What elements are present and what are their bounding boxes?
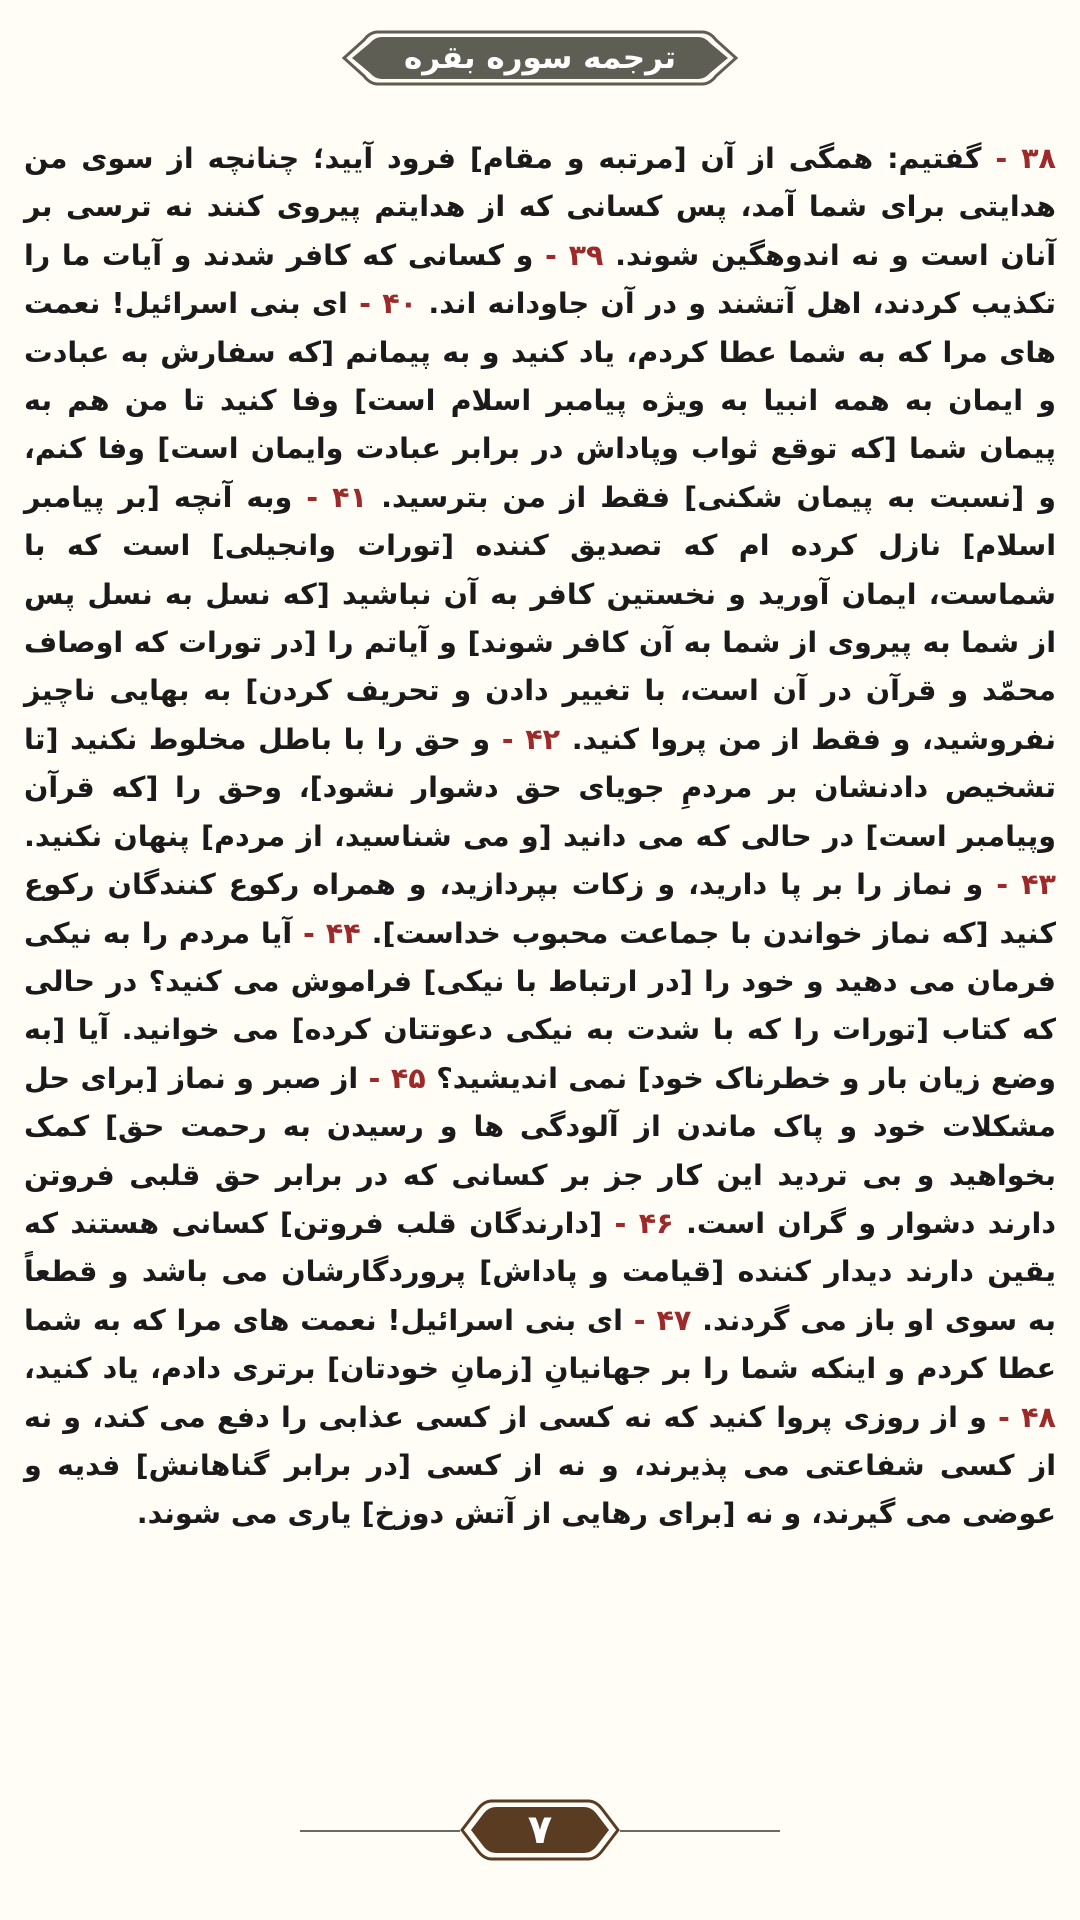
verse-number: ۴۷ bbox=[656, 1302, 692, 1337]
translation-text bbox=[24, 134, 1056, 1538]
verse-text: و حق را با باطل مخلوط نکنید [تا تشخیص دادنشان بر مردمِ جویای حق دشوار نشود]، وحق را [که قرآن وپیامبر است] در حالی که می دانید [و می شناسید، از مردم] پنهان نکنید. bbox=[24, 721, 1056, 853]
verse-text: ای بنی اسرائیل! نعمت های مرا که به شما عطا کردم، یاد کنید و به پیمانم [که سفارش به عبادت و ایمان به همه انبیا به ویژه پیامبر اسلام است] وفا کنید تا من هم به پیمان شما [که توقع ثواب وپاداش در برابر عبادت وایمان است] وفا کنم، و [نسبت به پیمان شکنی] فقط از من بترسید. bbox=[24, 286, 1056, 514]
verse-number: ۴۴ bbox=[325, 915, 361, 950]
page-number-badge bbox=[458, 1795, 622, 1865]
verse-separator: - bbox=[986, 1399, 1022, 1434]
verse-separator: - bbox=[981, 141, 1022, 175]
verse-text: آیا مردم را به نیکی فرمان می دهید و خود را [در ارتباط با نیکی] فراموش می کنید؟ در حالی که کتاب [تورات را که با شدت به نیکی دعوتتان کرده] می خوانید. آیا [به وضع زیان بار و خطرناک خود] نمی اندیشید؟ bbox=[24, 915, 1056, 1095]
verse-text: و کسانی که کافر شدند و آیات ما را تکذیب کردند، اهل آتشند و در آن جاودانه اند. bbox=[24, 237, 1057, 321]
verse-separator: - bbox=[292, 915, 326, 950]
verse-separator: - bbox=[983, 867, 1022, 902]
verse-text: و نماز را بر پا دارید، و زکات بپردازید، و همراه رکوع کنندگان رکوع کنید [که نماز خواندن با جماعت محبوب خداست]. bbox=[24, 867, 1056, 950]
verse-separator: - bbox=[622, 1302, 657, 1337]
verse-separator: - bbox=[602, 1205, 639, 1240]
verse-number: ۴۶ bbox=[638, 1205, 674, 1240]
footer-divider-right bbox=[620, 1830, 780, 1832]
verse-text: از صبر و نماز [برای حل مشکلات خود و پاک ماندن از آلودگی ها و رسیدن به رحمت حق] کمک بخواهید و بی تردید این کار جز بر کسانی که در برابر حق قلبی فروتن دارند دشوار و گران است. bbox=[24, 1060, 1056, 1240]
verse bbox=[24, 480, 1056, 756]
verse-number: ۳۸ bbox=[1021, 141, 1056, 175]
verse-separator: - bbox=[358, 1060, 391, 1095]
verse-text: ای بنی اسرائیل! نعمت های مرا که به شما عطا کردم و اینکه شما را بر جهانیانِ [زمانِ خودتان] برتری دادم، یاد کنید، bbox=[24, 1302, 1056, 1386]
verse-text: وبه آنچه [بر پیامبر اسلام] نازل کرده ام که تصدیق کننده [تورات وانجیلی] است که با شماست، ایمان آورید و نخستین کافر به آن نباشید [که نسل به نسل پس از شما به پیروی از شما به آن کافر شوند] و آیاتم را [در تورات که اوصاف محمّد و قرآن در آن است، با تغییر دادن و تحریف کردن] به بهایی ناچیز نفروشید، و فقط از من پروا کنید. bbox=[24, 479, 1056, 756]
verse-number: ۴۵ bbox=[390, 1060, 426, 1095]
verse-text: [دارندگان قلب فروتن] کسانی هستند که یقین دارند دیدار کننده [قیامت و پاداش] پروردگارشان می باشد و قطعاً به سوی او باز می گردند. bbox=[24, 1205, 1056, 1337]
verse-number: ۴۳ bbox=[1021, 867, 1057, 902]
verse-separator: - bbox=[490, 721, 526, 756]
page-title: ترجمه سوره بقره bbox=[403, 40, 677, 76]
verse-number: ۳۹ bbox=[568, 237, 604, 272]
verse bbox=[24, 1400, 1056, 1531]
verse-text: گفتیم: همگی از آن [مرتبه و مقام] فرود آیید؛ چنانچه از سوی من هدایتی برای شما آمد، پس کسانی که از هدایتم پیروی کنند نه ترسی بر آنان است و نه اندوهگین شوند. bbox=[24, 141, 1056, 272]
verse-number: ۴۸ bbox=[1021, 1399, 1056, 1434]
verse-number: ۴۱ bbox=[332, 479, 368, 514]
verse-text: و از روزی پروا کنید که نه کسی از کسی عذابی را دفع می کند، و نه از کسی شفاعتی می پذیرند، و نه از کسی [در برابر گناهانش] فدیه و عوضی می گیرند، و نه [برای رهایی از آتش دوزخ] یاری می شوند. bbox=[24, 1399, 1056, 1531]
verse-number: ۴۰ bbox=[382, 286, 418, 321]
footer-divider-left bbox=[300, 1830, 460, 1832]
page-number: ۷ bbox=[527, 1807, 553, 1853]
verse-separator: - bbox=[533, 237, 569, 272]
verse-separator: - bbox=[347, 286, 383, 321]
title-banner bbox=[338, 28, 742, 88]
verse-number: ۴۲ bbox=[525, 721, 561, 756]
verse-separator: - bbox=[292, 479, 333, 514]
